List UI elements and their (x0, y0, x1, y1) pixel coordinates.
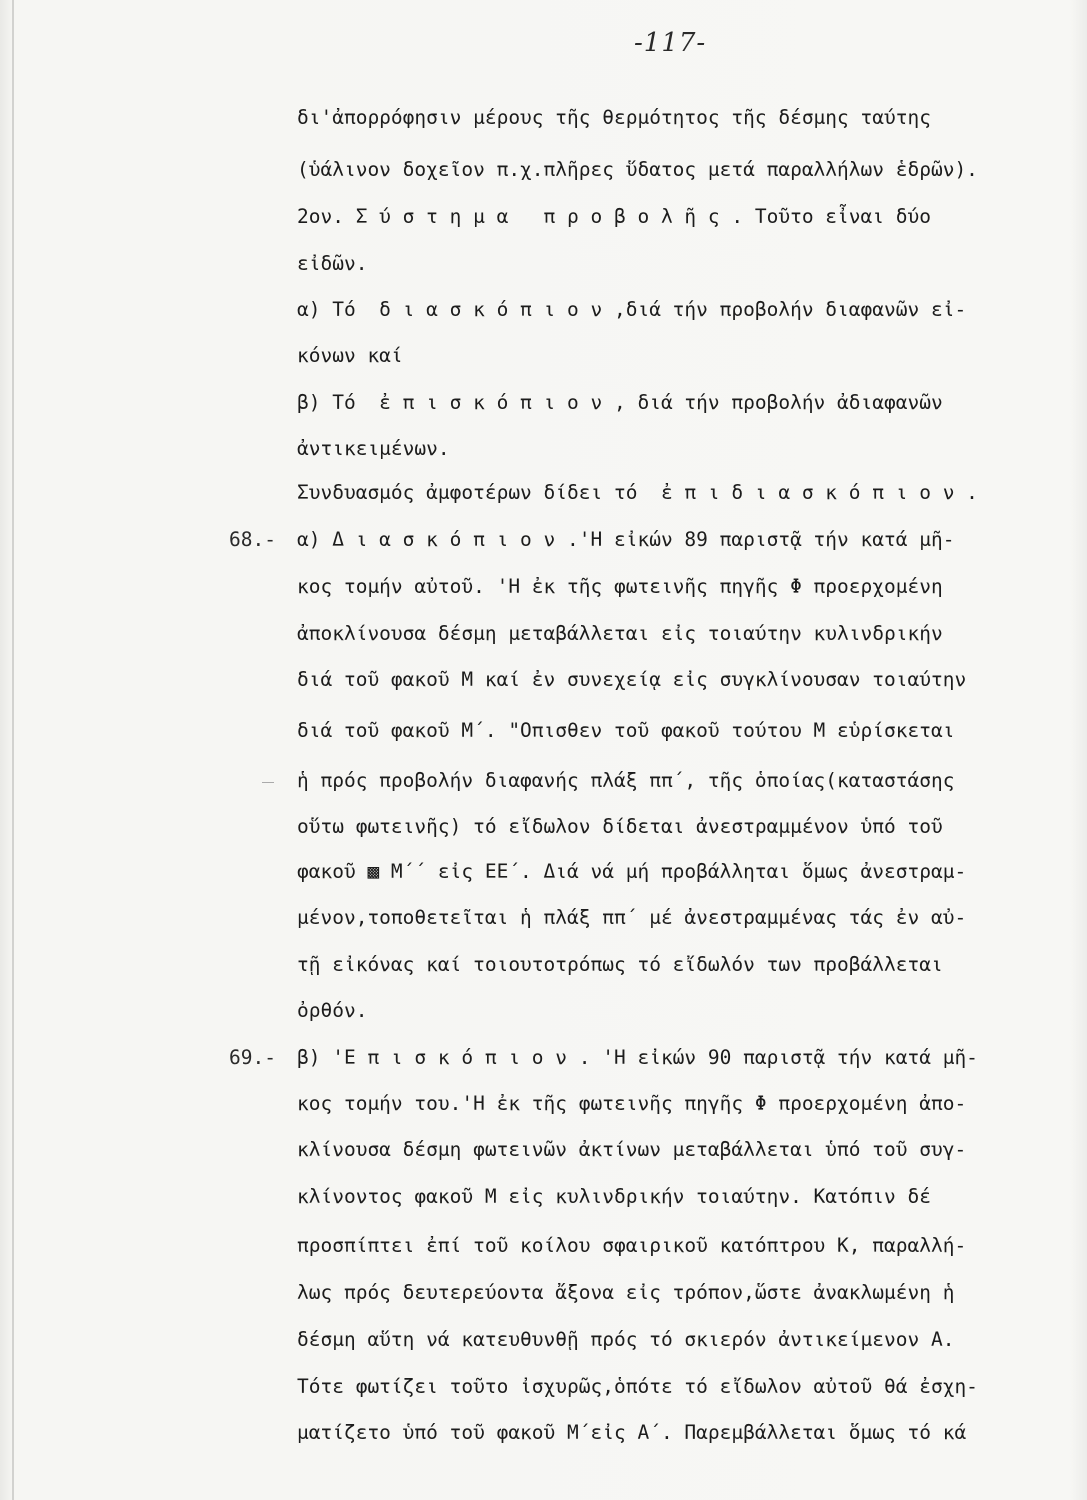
text-line: ὀρθόν. (297, 999, 368, 1022)
text-line: ἡ πρός προβολήν διαφανής πλάξ ππ΄, τῆς ὁποίας(καταστάσης (297, 769, 955, 792)
text-line: κλίνοντος φακοῦ Μ εἰς κυλινδρικήν τοιαύτην. Κατόπιν δέ (297, 1185, 931, 1208)
text-line: ἀντικειμένων. (297, 437, 450, 460)
text-line: δέσμη αὕτη νά κατευθυνθῇ πρός τό σκιερόν ἀντικείμενον Α. (297, 1328, 955, 1351)
text-line: ἀποκλίνουσα δέσμη μεταβάλλεται εἰς τοιαύτην κυλινδρικήν (297, 622, 943, 645)
text-line: λως πρός δευτερεύοντα ἄξονα εἰς τρόπον,ὥστε ἀνακλωμένη ἡ (297, 1281, 955, 1304)
text-line: Συνδυασμός ἀμφοτέρων δίδει τό ἐ π ι δ ι α σ κ ό π ι ο ν . (297, 481, 978, 504)
text-line: κόνων καί (297, 344, 403, 367)
binding-edge (12, 0, 14, 1500)
text-line: διά τοῦ φακοῦ Μ καί ἐν συνεχείᾳ εἰς συγκλίνουσαν τοιαύτην (297, 668, 967, 691)
text-line: 2ον. Σ ύ σ τ η μ α π ρ ο β ο λ ῆ ς . Τοῦτο εἶναι δύο (297, 205, 931, 228)
text-line: τῇ εἰκόνας καί τοιουτοτρόπως τό εἴδωλόν των προβάλλεται (297, 953, 943, 976)
text-line: α) Δ ι α σ κ ό π ι ο ν .'Η εἰκών 89 παριστᾷ τήν κατά μῆ- (297, 528, 955, 551)
text-line: διά τοῦ φακοῦ Μ΄. "Οπισθεν τοῦ φακοῦ τούτου Μ εὑρίσκεται (297, 719, 955, 742)
text-line: οὕτω φωτεινῆς) τό εἴδωλον δίδεται ἀνεστραμμένον ὑπό τοῦ (297, 815, 943, 838)
text-line: β) 'Ε π ι σ κ ό π ι ο ν . 'Η εἰκών 90 παριστᾷ τήν κατά μῆ- (297, 1046, 978, 1069)
text-line: κος τομήν αὐτοῦ. 'Η ἐκ τῆς φωτεινῆς πηγῆς Φ προερχομένη (297, 575, 943, 598)
page-number: -117- (634, 28, 707, 58)
text-line: μένον,τοποθετεῖται ἡ πλάξ ππ΄ μέ ἀνεστραμμένας τάς ἐν αὐ- (297, 906, 967, 929)
text-line: (ὑάλινον δοχεῖον π.χ.πλῆρες ὕδατος μετά παραλλήλων ἑδρῶν). (297, 158, 978, 181)
text-line: α) Τό δ ι α σ κ ό π ι ο ν ,διά τήν προβολήν διαφανῶν εἰ- (297, 298, 967, 321)
text-line: φακοῦ ▩ Μ΄΄ εἰς ΕΕ΄. Διά νά μή προβάλληται ὅμως ἀνεστραμ- (297, 860, 967, 883)
text-line: δι'ἀπορρόφησιν μέρους τῆς θερμότητος τῆς δέσμης ταύτης (297, 106, 931, 129)
margin-mark (262, 782, 274, 783)
paragraph-marker-69: 69.- (229, 1046, 276, 1069)
text-line: κος τομήν του.'Η ἐκ τῆς φωτεινῆς πηγῆς Φ προερχομένη ἀπο- (297, 1092, 967, 1115)
text-line: ματίζετο ὑπό τοῦ φακοῦ Μ΄εἰς Α΄. Παρεμβάλλεται ὅμως τό κά (297, 1421, 967, 1444)
text-line: β) Τό ἐ π ι σ κ ό π ι ο ν , διά τήν προβολήν ἀδιαφανῶν (297, 391, 943, 414)
paragraph-marker-68: 68.- (229, 528, 276, 551)
text-line: προσπίπτει ἐπί τοῦ κοίλου σφαιρικοῦ κατόπτρου Κ, παραλλή- (297, 1234, 967, 1257)
text-line: εἰδῶν. (297, 252, 368, 275)
text-line: κλίνουσα δέσμη φωτεινῶν ἀκτίνων μεταβάλλεται ὑπό τοῦ συγ- (297, 1138, 967, 1161)
text-line: Τότε φωτίζει τοῦτο ἰσχυρῶς,ὁπότε τό εἴδωλον αὐτοῦ θά ἐσχη- (297, 1375, 978, 1398)
